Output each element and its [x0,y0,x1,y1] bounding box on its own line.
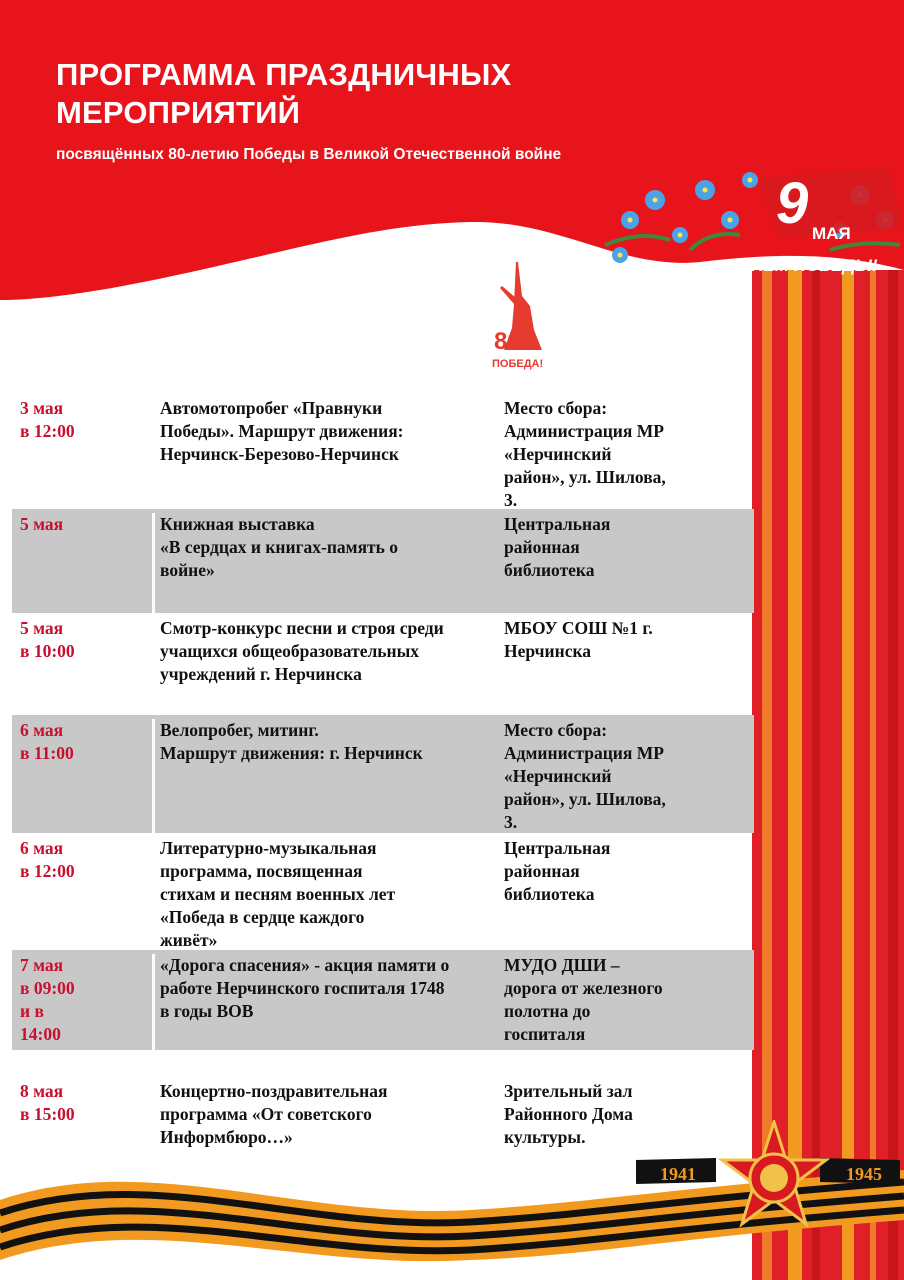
title-line-2: МЕРОПРИЯТИЙ [56,95,301,130]
victory-day-badge [718,168,904,278]
event-place: Место сбора: Администрация МР «Нерчинский район», ул. Шилова, 3. [504,398,666,510]
logo-word: ПОБЕДА! [492,358,544,370]
title-line-1: ПРОГРАММА ПРАЗДНИЧНЫХ [56,57,512,92]
event-place: Зрительный зал Районного Дома культуры. [504,1081,633,1147]
event-title: Книжная выставка «В сердцах и книгах-память о войне» [160,514,399,580]
event-place: Центральная районная библиотека [504,514,611,580]
event-title: Концертно-поздравительная программа «От советского Информбюро…» [160,1081,388,1147]
event-date: 5 мая в 10:00 [20,618,75,661]
page-title [56,56,511,132]
event-title: Велопробег, митинг. Маршрут движения: г. Нерчинск [160,720,423,763]
event-row [12,397,754,509]
order-star-icon [718,1120,830,1232]
event-date: 5 мая [20,514,64,534]
event-place: МБОУ СОШ №1 г. Нерчинска [504,618,653,661]
event-place: МУДО ДШИ – дорога от железного полотна до госпиталя [504,955,663,1044]
event-title: Автомотопробег «Правнуки Победы». Маршрут движения: Нерчинск-Березово-Нерчинск [160,398,404,464]
badge-month: МАЯ [812,224,851,243]
event-date: 8 мая в 15:00 [20,1081,75,1124]
year-start: 1941 [660,1164,696,1184]
event-row [12,833,754,950]
event-place: Центральная районная библиотека [504,838,611,904]
event-date: 3 мая в 12:00 [20,398,75,441]
events-schedule [12,397,754,1150]
event-row [12,509,754,613]
event-date: 6 мая в 11:00 [20,720,74,763]
event-place: Место сбора: Администрация МР «Нерчинский район», ул. Шилова, 3. [504,720,666,832]
year-end: 1945 [846,1164,882,1184]
event-row [12,950,754,1050]
logo-number: 80 [494,328,521,355]
badge-greeting: С ДНЕМ ПОБЕДЫ! [722,256,878,275]
victory-80-logo [492,258,554,380]
event-date: 6 мая в 12:00 [20,838,75,881]
badge-day: 9 [776,171,809,236]
event-title: «Дорога спасения» - акция памяти о работе Нерчинского госпиталя 1748 в годы ВОВ [160,955,450,1021]
page-subtitle: посвящённых 80-летию Победы в Великой Отечественной войне [56,146,562,163]
event-row [12,715,754,833]
event-row [12,613,754,715]
event-title: Смотр-конкурс песни и строя среди учащихся общеобразовательных учреждений г. Нерчинска [160,618,444,684]
event-title: Литературно-музыкальная программа, посвященная стихам и песням военных лет «Победа в сердце каждого живёт» [160,838,396,950]
event-date: 7 мая в 09:00 и в 14:00 [20,955,75,1044]
